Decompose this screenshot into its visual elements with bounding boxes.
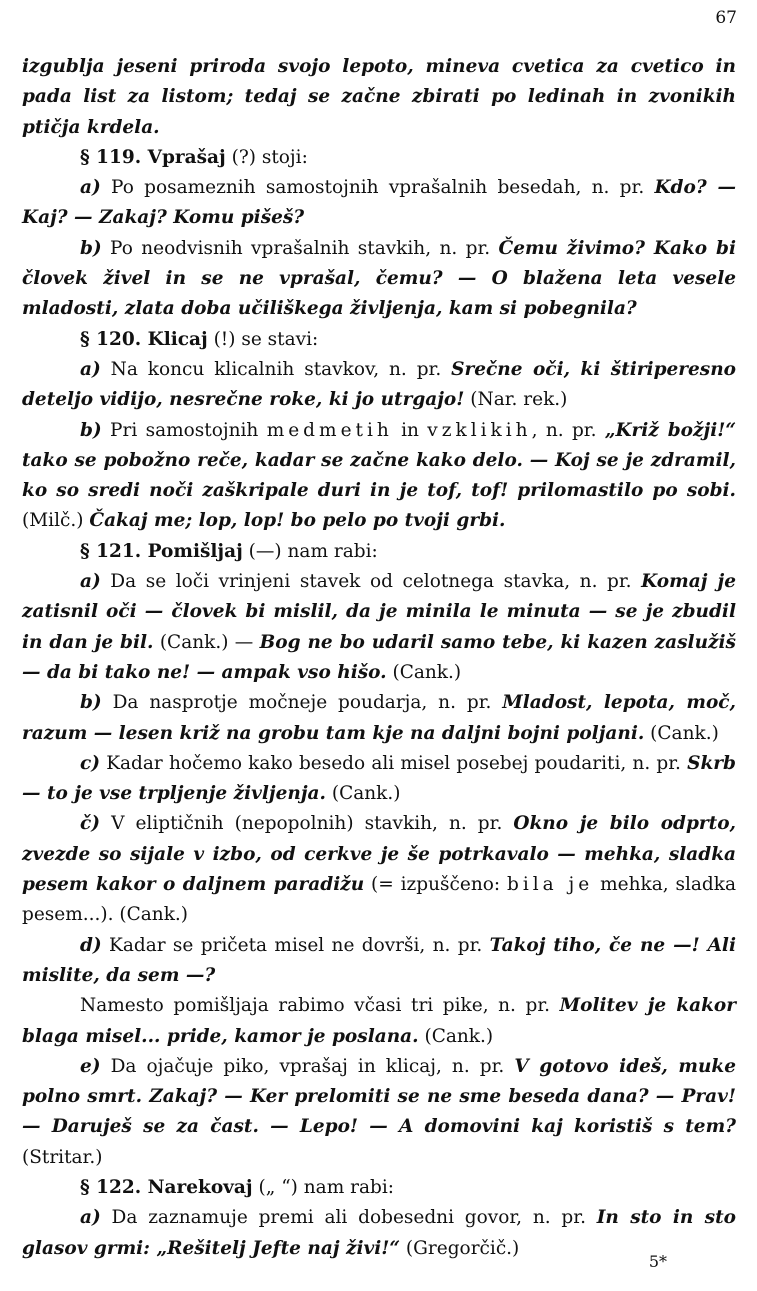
paragraph [22, 1052, 736, 1173]
text-run: V eliptičnih (nepopolnih) stavkih, n. pr. [100, 813, 514, 835]
text-run: (?) stoji: [225, 146, 308, 168]
paragraph [22, 1173, 736, 1203]
text-run: in [392, 419, 428, 441]
paragraph [22, 1203, 736, 1264]
text-run: Da ojačuje piko, vprašaj in klicaj, n. pr. [100, 1055, 515, 1077]
text-run: („ “) nam rabi: [252, 1176, 394, 1198]
text-run: Bog ne bo udaril samo tebe, ki kazen zaslužiš — da bi tako ne! — ampak vso hišo. [22, 631, 736, 683]
text-run: d) [80, 934, 102, 956]
text-run: In sto in sto glasov grmi: „Rešitelj Jefte naj živi!“ [22, 1207, 736, 1259]
text-run: § 122. Narekovaj [80, 1176, 253, 1198]
paragraph [22, 931, 736, 992]
text-run: (—) nam rabi: [242, 540, 378, 562]
paragraph [22, 567, 736, 688]
text-run: (Cank.) [325, 783, 401, 805]
text-run: § 120. Klicaj [80, 328, 208, 350]
paragraph [22, 416, 736, 537]
text-run: (Cank.) [386, 661, 462, 683]
paragraph [22, 688, 736, 749]
text-run: Namesto pomišljaja rabimo včasi tri pike, n. pr. [80, 995, 560, 1017]
paragraph [22, 355, 736, 416]
text-run: (Cank.) — [153, 631, 260, 653]
text-run: Mladost, lepota, moč, razum — lesen križ na grobu tam kje na daljni bojni poljani. [22, 692, 736, 744]
text-run: e) [80, 1055, 101, 1077]
paragraph [22, 749, 736, 810]
text-run: a) [80, 571, 101, 593]
text-run: Srečne oči, ki štiriperesno deteljo vidijo, nesrečne roke, ki jo utrgajo! [22, 358, 736, 411]
text-run: Takoj tiho, če ne —! Ali mislite, da sem —? [22, 934, 736, 986]
paragraph [22, 143, 736, 173]
text-run: c) [80, 752, 101, 774]
page-number: 67 [715, 8, 737, 28]
paragraph [22, 537, 736, 567]
text-run: mehka, sladka pesem...). (Cank.) [22, 874, 736, 926]
text-run: V gotovo ideš, muke polno smrt. Zakaj? — Ker prelomiti se ne sme beseda dana? — Prav! — Daruješ se za čast. — Lepo! — A domovini kaj koristiš s tem? [22, 1055, 736, 1138]
text-run: (Stritar.) [22, 1146, 103, 1168]
paragraph [22, 991, 736, 1052]
text-run: medmetih [266, 419, 393, 441]
text-run: b) [80, 419, 102, 441]
text-run: č) [80, 813, 101, 835]
paragraph [22, 52, 736, 143]
text-run: Kadar hočemo kako besedo ali misel posebej poudariti, n. pr. [100, 752, 688, 774]
text-run: (Cank.) [644, 722, 719, 744]
text-run: vzklikih [427, 419, 532, 441]
text-run: (Milč.) [22, 510, 90, 532]
text-run: Po posameznih samostojnih vprašalnih besedah, n. pr. [100, 177, 655, 199]
page-text [22, 52, 736, 1264]
text-run: Čakaj me; lop, lop! bo pelo po tvoji grbi. [89, 510, 506, 532]
text-run: Da zaznamuje premi ali dobesedni govor, n. pr. [100, 1207, 597, 1229]
text-run: Komaj je zatisnil oči — človek bi mislil, da je minila le minuta — se je zbudil in dan je bil. [22, 571, 736, 653]
text-run: Čemu živimo? Kako bi človek živel in se ne vprašal, čemu? — O blažena leta vesele mladosti, zlata doba učiliškega življenja, kam si pobegnila? [22, 237, 736, 320]
text-run: (= izpuščeno: [364, 874, 507, 896]
text-run: § 121. Pomišljaj [80, 540, 243, 562]
text-run: izgublja jeseni priroda svojo lepoto, mineva cvetica za cvetico in pada list za listom; tedaj se začne zbirati po ledinah in zvonikih ptičja krdela. [22, 56, 736, 138]
text-run: Kadar se pričeta misel ne dovrši, n. pr. [101, 934, 490, 956]
printer-signature: 5* [648, 1252, 667, 1271]
paragraph [22, 325, 736, 355]
text-run: a) [80, 1207, 101, 1229]
text-run: (!) se stavi: [207, 328, 319, 350]
text-run: (Cank.) [418, 1025, 494, 1047]
paragraph [22, 173, 736, 234]
text-run: Kdo? — Kaj? — Zakaj? Komu pišeš? [22, 177, 736, 229]
paragraph [22, 809, 736, 930]
text-run: Pri samostojnih [101, 419, 267, 441]
text-run: b) [80, 692, 102, 714]
text-run: a) [80, 358, 101, 380]
text-run: Na koncu klicalnih stavkov, n. pr. [100, 358, 452, 380]
text-run: Okno je bilo odprto, zvezde so sijale v izbo, od cerkve je še potrkavalo — mehka, sladka pesem kakor o daljnem paradižu [22, 813, 736, 896]
text-run: § 119. Vprašaj [80, 146, 226, 168]
text-run: „Križ božji!“ tako se pobožno reče, kadar se začne kako delo. — Koj se je zdramil, ko so sredi noči zaškripale duri in je tof, tof! prilomastilo po sobi. [22, 419, 736, 502]
text-run: a) [80, 177, 101, 199]
text-run: Molitev je kakor blaga misel... pride, kamor je poslana. [22, 995, 736, 1047]
text-run: b) [80, 237, 102, 259]
text-run: bila je [506, 874, 594, 896]
text-run: Skrb — to je vse trpljenje življenja. [22, 752, 736, 805]
text-run: , n. pr. [531, 419, 605, 441]
text-run: Da se loči vrinjeni stavek od celotnega stavka, n. pr. [100, 571, 642, 593]
text-run: (Nar. rek.) [464, 389, 568, 411]
text-run: Da nasprotje močneje poudarja, n. pr. [101, 692, 503, 714]
text-run: (Gregorčič.) [400, 1237, 520, 1259]
text-run: Po neodvisnih vprašalnih stavkih, n. pr. [101, 237, 499, 259]
paragraph [22, 234, 736, 325]
